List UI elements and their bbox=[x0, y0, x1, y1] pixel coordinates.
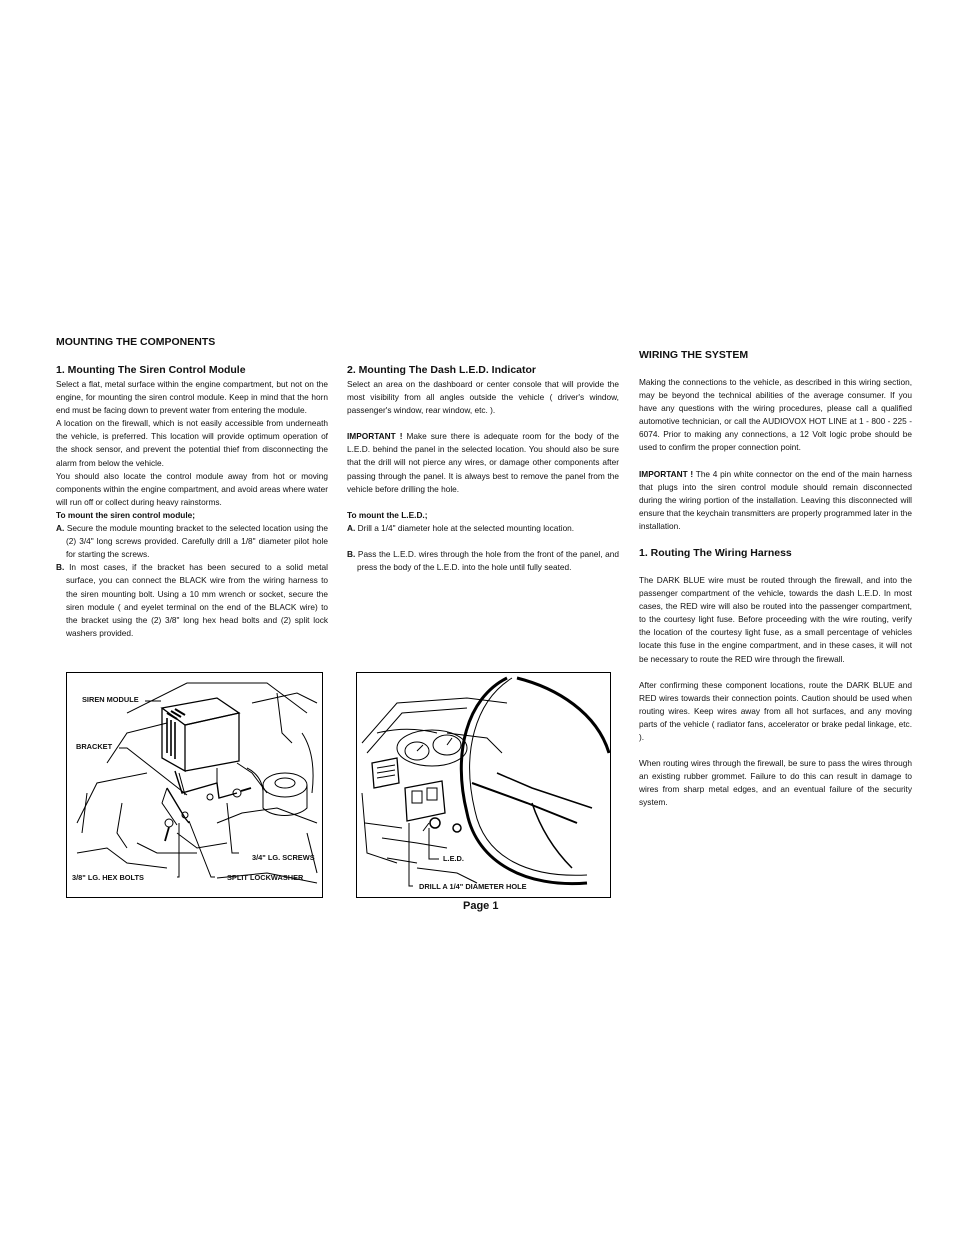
col3-paragraph-3: After confirming these component locations, route the DARK BLUE and RED wires towards their connection points. Caution should be used when routing wires. Keep wires away from all hot surfaces, and any moving parts of the vehicle ( radiator fans, accelerator or brake pedal linkage, etc. ). bbox=[639, 679, 912, 743]
col3-paragraph-4: When routing wires through the firewall, be sure to pass the wires through an existing rubber grommet. Failure to do this can result in damage to wires from sharp metal edges, and an eventual failure of the security system. bbox=[639, 758, 912, 808]
step-a-text: Drill a 1/4" diameter hole at the selected mounting location. bbox=[355, 522, 575, 533]
dash-led-drawing bbox=[357, 673, 610, 897]
col1-paragraph-2: A location on the firewall, which is not easily accessible from underneath the vehicle, is preferred. This location will provide optimum operation of the shock sensor, and prevent the potential thief from disconnecting the alarm from below the vehicle. bbox=[56, 418, 328, 468]
step-a-label: A. bbox=[347, 522, 356, 533]
important-text: Make sure there is adequate room for the body of the L.E.D. behind the panel in the selected location. You should also be sure that the drill will not pierce any wires, or damage other components after passing through the panel. It is always best to remove the panel from the vehicle before drilling the hole. bbox=[347, 431, 619, 494]
step-a-text: Secure the module mounting bracket to the selected location using the (2) 3/4" long screws provided. Carefully drill a 1/8" diameter pilot hole for starting the screws. bbox=[66, 523, 328, 560]
step-a-label: A. bbox=[56, 523, 65, 534]
col2-body bbox=[347, 378, 619, 574]
col3-paragraph-2: The DARK BLUE wire must be routed through the firewall, and into the passenger compartment of the vehicle, towards the dash L.E.D. In most cases, the RED wire will also be routed into the passenger compartment, to the courtesy light fuse. Before proceeding with the wire routing, verify the location of the courtesy light fuse, as a small percentage of vehicles locate this fuse in the engine compartment, and in these cases, it will not be necessary to route the RED wire through the firewall. bbox=[639, 575, 912, 664]
col1-paragraph-1: Select a flat, metal surface within the engine compartment, but not on the engine, for mounting the siren control module. Keep in mind that the horn end must be facing down to prevent water from entering the module. bbox=[56, 379, 328, 416]
label-hex-bolts: 3/8" LG. HEX BOLTS bbox=[72, 873, 144, 882]
important-label: IMPORTANT ! bbox=[347, 431, 403, 442]
page-number: Page 1 bbox=[463, 900, 499, 912]
subtitle-siren-module: 1. Mounting The Siren Control Module bbox=[56, 364, 246, 376]
subtitle-routing-harness: 1. Routing The Wiring Harness bbox=[639, 547, 792, 559]
siren-module-drawing bbox=[67, 673, 322, 897]
step-b-text: Pass the L.E.D. wires through the hole from the front of the panel, and press the body of the L.E.D. into the hole until fully seated. bbox=[355, 548, 619, 573]
important-label: IMPORTANT ! bbox=[639, 468, 694, 479]
subtitle-dash-led: 2. Mounting The Dash L.E.D. Indicator bbox=[347, 364, 537, 376]
label-drill-hole: DRILL A 1/4" DIAMETER HOLE bbox=[419, 882, 527, 891]
col1-step-b bbox=[56, 561, 328, 640]
col3-body-top bbox=[639, 376, 912, 533]
dash-led-illustration bbox=[356, 672, 611, 898]
col3-paragraph-1: Making the connections to the vehicle, as described in this wiring section, may be beyond the technical abilities of the average consumer. If you have any questions with the wiring procedures, please call a qualified automotive technician, or call the AUDIOVOX HOT LINE at 1 - 800 - 225 - 6074. Prior to making any connections, a 12 Volt logic probe should be used to confirm the proper connection point. bbox=[639, 377, 912, 453]
label-screws: 3/4" LG. SCREWS bbox=[252, 853, 315, 862]
step-b-text: In most cases, if the bracket has been secured to a solid metal surface, you can connect the BLACK wire from the wiring harness to the siren mounting bolt. Using a 10 mm wrench or socket, secure the siren module ( and eyelet terminal on the end of the BLACK wire) to the bracket using the (2) 3/8" long hex head bolts and (2) split lock washers provided. bbox=[66, 562, 328, 638]
col1-body bbox=[56, 378, 328, 640]
label-bracket: BRACKET bbox=[76, 742, 113, 751]
col2-important bbox=[347, 430, 619, 495]
col1-steps-title: To mount the siren control module; bbox=[56, 509, 196, 520]
section-title-wiring: WIRING THE SYSTEM bbox=[639, 349, 749, 361]
col2-paragraph-1: Select an area on the dashboard or center console that will provide the most visibility from all angles outside the vehicle ( driver's window, passenger's window, rear window, etc. ). bbox=[347, 379, 619, 416]
col1-step-a bbox=[56, 522, 328, 561]
col3-body-bottom bbox=[639, 574, 912, 810]
label-lockwasher: SPLIT LOCKWASHER bbox=[227, 873, 304, 882]
section-title-mounting: MOUNTING THE COMPONENTS bbox=[56, 336, 216, 348]
step-b-label: B. bbox=[347, 548, 356, 559]
step-b-label: B. bbox=[56, 562, 65, 573]
siren-module-illustration bbox=[66, 672, 323, 898]
label-siren-module: SIREN MODULE bbox=[82, 695, 139, 704]
col2-step-b bbox=[347, 548, 619, 574]
col2-steps-title: To mount the L.E.D.; bbox=[347, 509, 428, 520]
important-text: The 4 pin white connector on the end of the main harness that plugs into the siren control module should remain disconnected during the wiring portion of the installation. Leaving this disconnected will ensure that the keychain transmitters are properly programmed later in the installation. bbox=[639, 468, 913, 531]
col1-paragraph-3: You should also locate the control module away from hot or moving components within the engine compartment, and avoid areas where water will run off or collect during heavy rainstorms. bbox=[56, 470, 328, 507]
col3-important bbox=[639, 468, 912, 533]
col2-step-a bbox=[347, 522, 619, 535]
label-led: L.E.D. bbox=[443, 854, 464, 863]
